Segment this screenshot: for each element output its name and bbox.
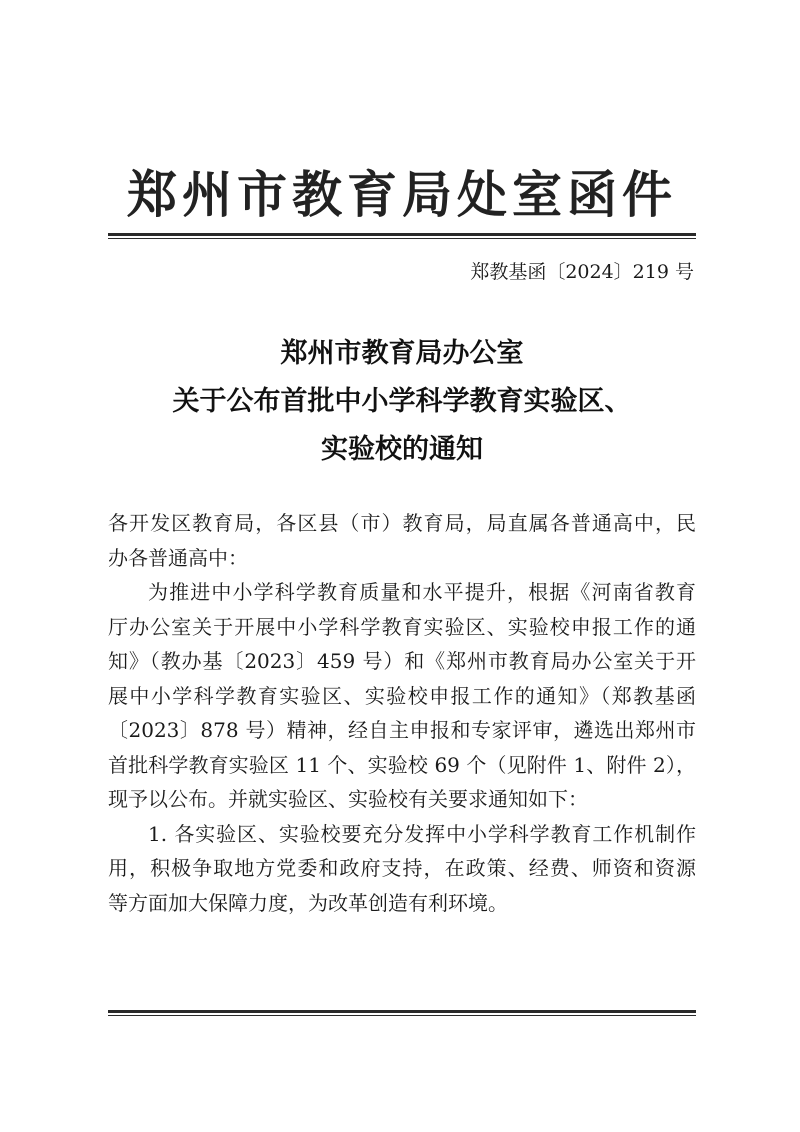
addressee-line: 各开发区教育局，各区县（市）教育局，局直属各普通高中，民 bbox=[108, 511, 696, 535]
notice-title bbox=[108, 330, 696, 474]
masthead-divider bbox=[108, 233, 696, 239]
footer-divider bbox=[108, 1010, 696, 1016]
paragraph-line: 首批科学教育实验区 11 个、实验校 69 个（见附件 1、附件 2）， bbox=[108, 752, 696, 777]
paragraph-line: 等方面加大保障力度，为改革创造有利环境。 bbox=[108, 890, 508, 915]
paragraph-line: 展中小学科学教育实验区、实验校申报工作的通知》（郑教基函 bbox=[108, 683, 696, 708]
paragraph-line: 知》（教办基〔2023〕459 号）和《郑州市教育局办公室关于开 bbox=[108, 649, 696, 673]
paragraph-line: 1. 各实验区、实验校要充分发挥中小学科学教育工作机制作 bbox=[148, 821, 696, 846]
paragraph-line: 用，积极争取地方党委和政府支持，在政策、经费、师资和资源 bbox=[108, 856, 696, 880]
paragraph-line: 现予以公布。并就实验区、实验校有关要求通知如下： bbox=[108, 787, 588, 811]
title-line-2: 关于公布首批中小学科学教育实验区、 bbox=[172, 386, 632, 417]
masthead: 郑州市教育局处室函件 bbox=[127, 166, 677, 224]
title-line-3: 实验校的通知 bbox=[321, 434, 483, 465]
paragraph-line: 〔2023〕878 号）精神，经自主申报和专家评审，遴选出郑州市 bbox=[108, 718, 696, 742]
paragraph-line: 厅办公室关于开展中小学科学教育实验区、实验校申报工作的通 bbox=[108, 614, 696, 639]
title-line-1: 郑州市教育局办公室 bbox=[280, 338, 524, 369]
notice-body bbox=[108, 506, 696, 920]
paragraph-line: 为推进中小学科学教育质量和水平提升，根据《河南省教育 bbox=[148, 580, 696, 604]
document-number: 郑教基函〔2024〕219 号 bbox=[470, 261, 694, 283]
addressee-line: 办各普通高中： bbox=[108, 545, 248, 570]
